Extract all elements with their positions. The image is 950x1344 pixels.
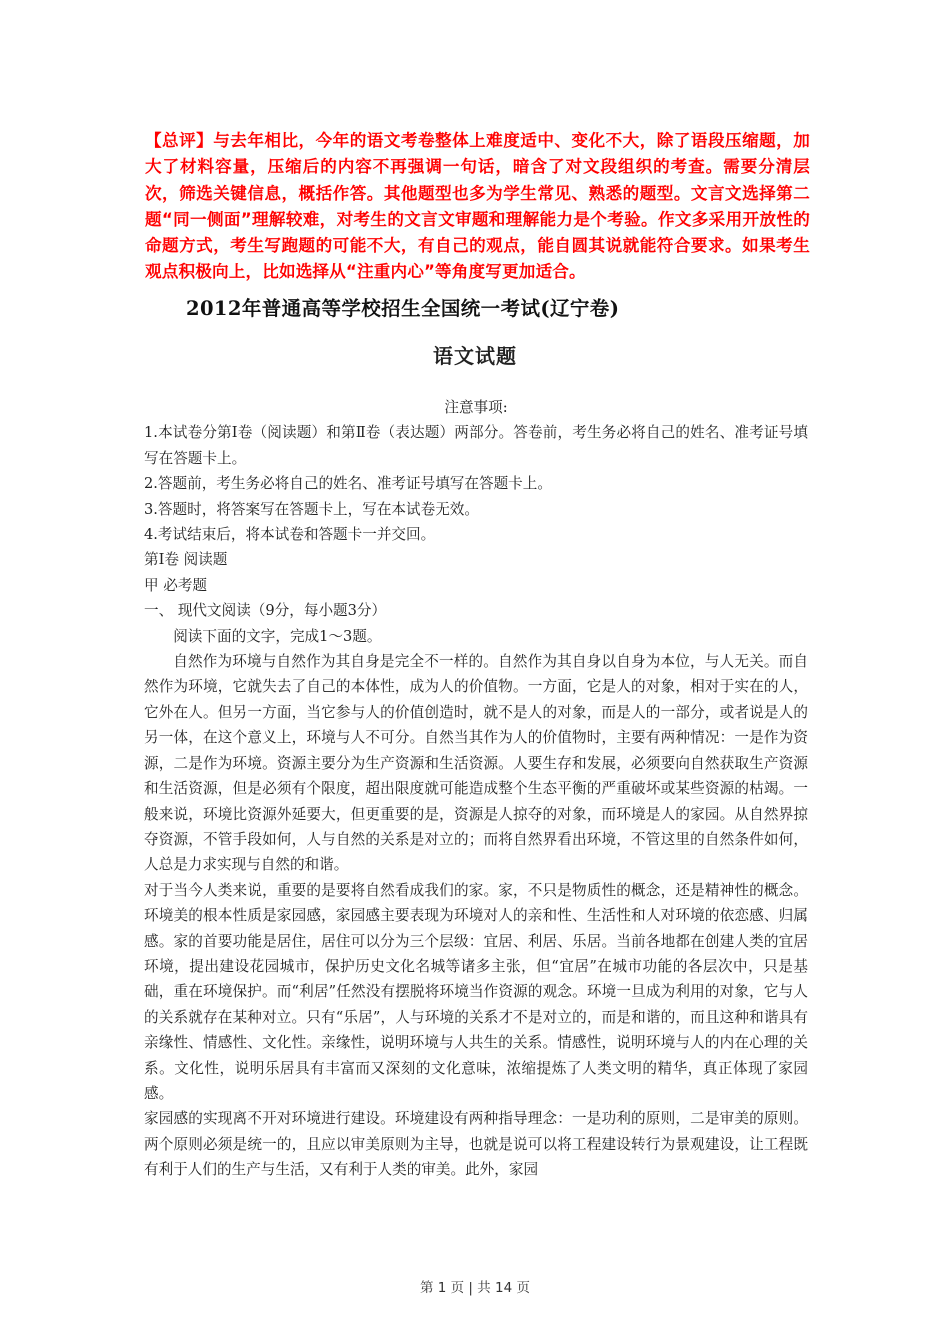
notice-item-2: 2.答题前，考生务必将自己的姓名、准考证号填写在答题卡上。	[144, 475, 552, 493]
page-footer: 第 1 页 | 共 14 页	[419, 1280, 531, 1296]
question-group-heading: 一、 现代文阅读（9分，每小题3分）	[144, 602, 387, 620]
passage-paragraph-3: 家园感的实现离不开对环境进行建设。环境建设有两种指导理念：一是功利的原则，二是审美的原则。两个原则必须是统一的，且应以审美原则为主导，也就是说可以将工程建设转行为景观建设，让工程既有利于人们的生产与生活，又有利于人类的审美。此外，家园	[144, 1110, 808, 1179]
exam-body	[144, 395, 808, 1183]
notice-item-4: 4.考试结束后，将本试卷和答题卡一并交回。	[144, 526, 436, 544]
passage-paragraph-1: 自然作为环境与自然作为其自身是完全不一样的。自然作为其自身以自身为本位，与人无关。而自然作为环境，它就失去了自己的本体性，成为人的价值物。一方面，它是人的对象，相对于实在的人，它外在人。但另一方面，当它参与人的价值创造时，就不是人的对象，而是人的一部分，或者说是人的另一体，在这个意义上，环境与人不可分。自然当其作为人的价值物时，主要有两种情况：一是作为资源，二是作为环境。资源主要分为生产资源和生活资源。人要生存和发展，必须要向自然获取生产资源和生活资源，但是必须有个限度，超出限度就可能造成整个生态平衡的严重破坏或某些资源的枯竭。一般来说，环境比资源外延要大，但更重要的是，资源是人掠夺的对象，而环境是人的家园。从自然界掠夺资源，不管手段如何，人与自然的关系是对立的；而将自然界看出环境，不管这里的自然条件如何，人总是力求实现与自然的和谐。	[144, 653, 808, 874]
volume-heading: 第Ⅰ卷 阅读题	[144, 551, 228, 569]
part-heading: 甲 必考题	[144, 576, 208, 594]
exam-subtitle: 语文试题	[433, 344, 517, 368]
exam-title: 2012年普通高等学校招生全国统一考试(辽宁卷)	[186, 297, 620, 320]
reading-instruction: 阅读下面的文字，完成1～3题。	[173, 627, 382, 645]
editor-summary: 【总评】与去年相比，今年的语文考卷整体上难度适中、变化不大，除了语段压缩题，加大了材料容量，压缩后的内容不再强调一句话，暗含了对文段组织的考查。需要分清层次，筛选关键信息，概括作答。其他题型也多为学生常见、熟悉的题型。文言文选择第二题“同一侧面”理解较难，对考生的文言文审题和理解能力是个考验。作文多采用开放性的命题方式，考生写跑题的可能不大，有自己的观点，能自圆其说就能符合要求。如果考生观点积极向上，比如选择从“注重内心”等角度写更加适合。	[145, 131, 810, 282]
notice-heading: 注意事项:	[444, 399, 508, 416]
notice-item-1: 1.本试卷分第Ⅰ卷（阅读题）和第Ⅱ卷（表达题）两部分。答卷前，考生务必将自己的姓名、准考证号填写在答题卡上。	[144, 424, 808, 467]
passage-paragraph-2: 对于当今人类来说，重要的是要将自然看成我们的家。家，不只是物质性的概念，还是精神性的概念。环境美的根本性质是家园感，家园感主要表现为环境对人的亲和性、生活性和人对环境的依恋感、归属感。家的首要功能是居住，居住可以分为三个层级：宜居、利居、乐居。当前各地都在创建人类的宜居环境，提出建设花园城市，保护历史文化名城等诸多主张，但“宜居”在城市功能的各层次中，只是基础，重在环境保护。而“利居”任然没有摆脱将环境当作资源的观念。环境一旦成为利用的对象，它与人的关系就存在某种对立。只有“乐居”，人与环境的关系才不是对立的，而是和谐的，而且这种和谐具有亲缘性、情感性、文化性。亲缘性，说明环境与人共生的关系。情感性，说明环境与人的内在心理的关系。文化性，说明乐居具有丰富而又深刻的文化意味，浓缩提炼了人类文明的精华，真正体现了家园感。	[144, 881, 808, 1102]
notice-item-3: 3.答题时，将答案写在答题卡上，写在本试卷无效。	[144, 500, 479, 518]
